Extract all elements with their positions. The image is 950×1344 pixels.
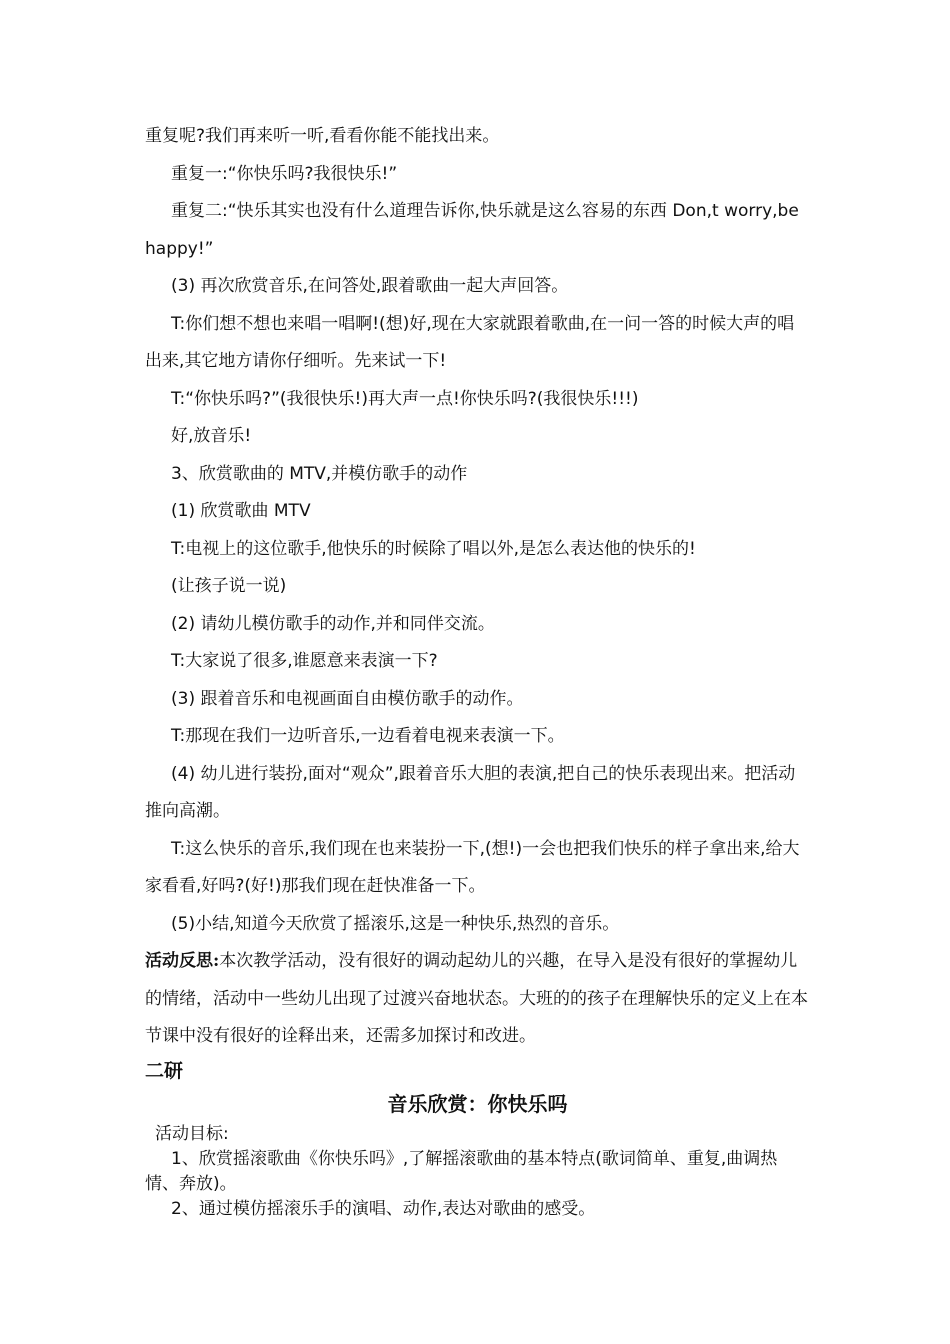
paragraph: T:你们想不想也来唱一唱啊!(想)好,现在大家就跟着歌曲,在一问一答的时候大声的唱出来,其它地方请你仔细听。先来试一下! [145,313,795,371]
goal-item: 1、欣赏摇滚歌曲《你快乐吗》,了解摇滚歌曲的基本特点(歌词简单、重复,曲调热情、奔放)。 [145,1148,778,1194]
paragraph: (4) 幼儿进行装扮,面对“观众”,跟着音乐大胆的表演,把自己的快乐表现出来。把活动推向高潮。 [145,763,796,821]
paragraph: T:那现在我们一边听音乐,一边看着电视来表演一下。 [171,726,565,746]
reflection-text: 本次教学活动，没有很好的调动起幼儿的兴趣，在导入是没有很好的掌握幼儿的情绪，活动中一些幼儿出现了过渡兴奋地状态。大班的的孩子在理解快乐的定义上在本节课中没有很好的诠释出来，还需多加探讨和改进。 [145,951,808,1046]
paragraph: (3) 跟着音乐和电视画面自由模仿歌手的动作。 [171,688,524,709]
paragraph: (3) 再次欣赏音乐,在问答处,跟着歌曲一起大声回答。 [171,276,569,296]
reflection-label: 活动反思: [145,951,220,971]
paragraph: 重复一:“你快乐吗?我很快乐!” [171,163,398,184]
document-body [145,118,810,1222]
paragraph: T:这么快乐的音乐,我们现在也来装扮一下,(想!)一会也把我们快乐的样子拿出来,给大家看看,好吗?(好!)那我们现在赶快准备一下。 [145,838,800,896]
paragraph: T:大家说了很多,谁愿意来表演一下? [171,651,438,671]
goal-item: 2、通过模仿摇滚乐手的演唱、动作,表达对歌曲的感受。 [171,1198,596,1219]
paragraph: (2) 请幼儿模仿歌手的动作,并和同伴交流。 [171,613,495,634]
paragraph: 重复呢?我们再来听一听,看看你能不能找出来。 [145,126,500,146]
paragraph: T:“你快乐吗?”(我很快乐!)再大声一点!你快乐吗?(我很快乐!!!) [171,388,639,409]
paragraph: (1) 欣赏歌曲 MTV [171,501,311,521]
paragraph: 重复二:“快乐其实也没有什么道理告诉你,快乐就是这么容易的东西 Don,t worry,be happy!” [145,201,799,259]
paragraph: (让孩子说一说) [171,576,287,596]
goals-label: 活动目标: [155,1123,229,1144]
lesson-title: 音乐欣赏：你快乐吗 [387,1091,568,1116]
paragraph: 好,放音乐! [171,426,252,446]
paragraph: (5)小结,知道今天欣赏了摇滚乐,这是一种快乐,热烈的音乐。 [171,913,620,934]
paragraph: T:电视上的这位歌手,他快乐的时候除了唱以外,是怎么表达他的快乐的! [171,538,696,559]
reflection-paragraph [145,943,810,1056]
paragraph: 3、欣赏歌曲的 MTV,并模仿歌手的动作 [171,463,468,484]
section-heading: 二研 [145,1059,184,1082]
